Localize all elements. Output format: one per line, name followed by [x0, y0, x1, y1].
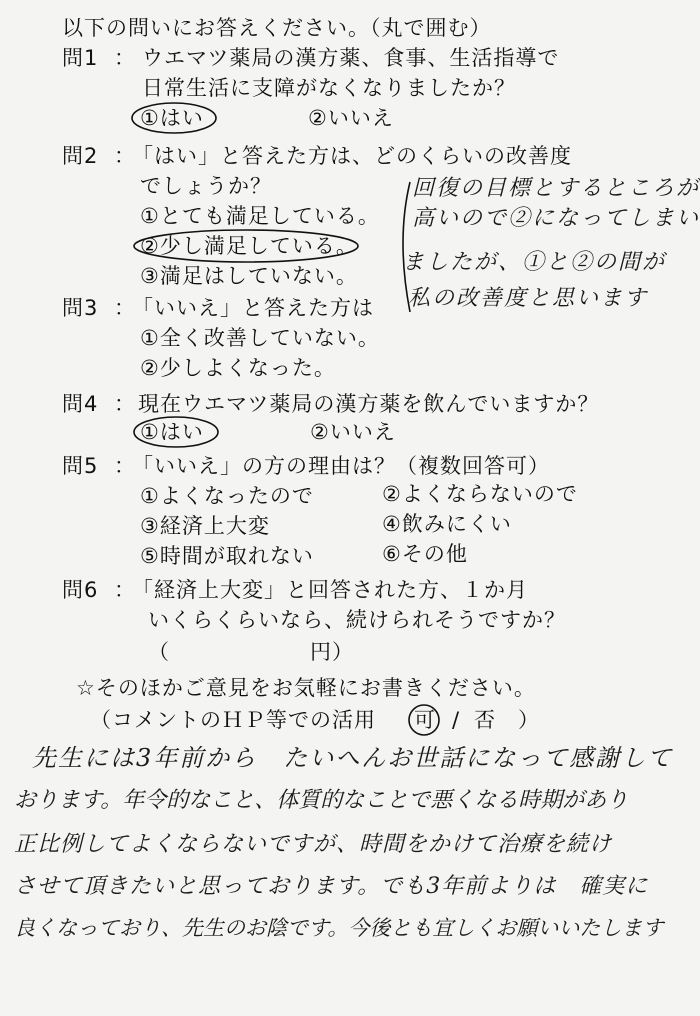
instruction-text: 以下の問いにお答えください。（丸で囲む） [62, 16, 492, 40]
handwritten-comment-line4: させて頂きたいと思っております。でも3年前よりは 確実に [14, 874, 649, 899]
handwritten-comment-line1: 先生には3年前から たいへんお世話になって感謝して [32, 744, 674, 772]
q5-option-2[interactable]: ②よくならないので [382, 482, 578, 506]
q5-option-1[interactable]: ①よくなったので [140, 484, 314, 508]
q3-colon: ： [114, 296, 136, 320]
q5-option-3[interactable]: ③経済上大変 [140, 514, 270, 538]
handwritten-comment-line5: 良くなっており、先生のお陰です。今後とも宜しくお願いいたします [14, 916, 664, 940]
q6-amount-field[interactable] [172, 640, 304, 664]
handwritten-comment-line2: おります。年令的なこと、体質的なことで悪くなる時期があり [14, 788, 629, 813]
q1-option-no[interactable]: ②いいえ [308, 106, 394, 130]
q2-question-line1: 「はい」と答えた方は、どのくらいの改善度 [132, 144, 572, 168]
q5-option-5[interactable]: ⑤時間が取れない [140, 544, 314, 568]
q6-question-line1: 「経済上大変」と回答された方、１か月 [132, 578, 528, 602]
q1-option-yes[interactable]: ①はい [140, 106, 204, 130]
q5-option-4[interactable]: ④飲みにくい [382, 512, 512, 536]
q1-question-line2: 日常生活に支障がなくなりましたか？ [142, 76, 516, 100]
q3-label: 問3 [62, 296, 99, 320]
margin-note-line3: ましたが、①と②の間が [402, 250, 667, 275]
q2-option-somewhat-satisfied[interactable]: ②少し満足している。 [140, 234, 358, 258]
q1-label: 問1 [62, 46, 99, 70]
margin-note-line1: 回復の目標とするところが [412, 176, 700, 201]
q4-option-yes[interactable]: ①はい [140, 420, 204, 444]
q4-colon: ： [114, 392, 136, 416]
q4-question-line1: 現在ウエマツ薬局の漢方薬を飲んでいますか？ [138, 392, 600, 416]
usage-permission-label: （コメントのＨＰ等での活用 [90, 708, 376, 732]
q2-option-very-satisfied[interactable]: ①とても満足している。 [140, 204, 380, 228]
usage-permission-yes[interactable]: 可 [414, 708, 436, 732]
q5-colon: ： [114, 454, 136, 478]
q6-question-line2: いくらくらいなら、続けられそうですか？ [148, 608, 566, 632]
q4-option-no[interactable]: ②いいえ [310, 420, 396, 444]
margin-note-line4: 私の改善度と思います [408, 286, 649, 311]
q5-question-line1: 「いいえ」の方の理由は？（複数回答可） [132, 454, 550, 478]
margin-note-line2: 高いので②になってしまい [412, 206, 700, 231]
usage-permission-separator: / [452, 708, 461, 732]
q1-question-line1: ウエマツ薬局の漢方薬、食事、生活指導で [142, 46, 560, 70]
q3-question-line1: 「いいえ」と答えた方は [132, 296, 374, 320]
q6-colon: ： [114, 578, 136, 602]
q2-option-not-satisfied[interactable]: ③満足はしていない。 [140, 264, 358, 288]
q3-option-slightly-better[interactable]: ②少しよくなった。 [140, 356, 336, 380]
comment-prompt: ☆そのほかご意見をお気軽にお書きください。 [76, 676, 536, 700]
q4-label: 問4 [62, 392, 99, 416]
q2-colon: ： [114, 144, 136, 168]
q1-colon: ： [114, 46, 136, 70]
q2-label: 問2 [62, 144, 99, 168]
handwritten-comment-line3: 正比例してよくならないですが、時間をかけて治療を続け [14, 832, 613, 857]
q3-option-no-improvement[interactable]: ①全く改善していない。 [140, 326, 380, 350]
q6-amount-open-paren: （ [148, 640, 170, 664]
q5-label: 問5 [62, 454, 99, 478]
q6-label: 問6 [62, 578, 99, 602]
q6-amount-unit: 円） [310, 640, 354, 664]
q5-option-6[interactable]: ⑥その他 [382, 542, 468, 566]
usage-permission-no[interactable]: 否 ） [474, 708, 540, 732]
q2-question-line2: でしょうか？ [140, 174, 272, 198]
